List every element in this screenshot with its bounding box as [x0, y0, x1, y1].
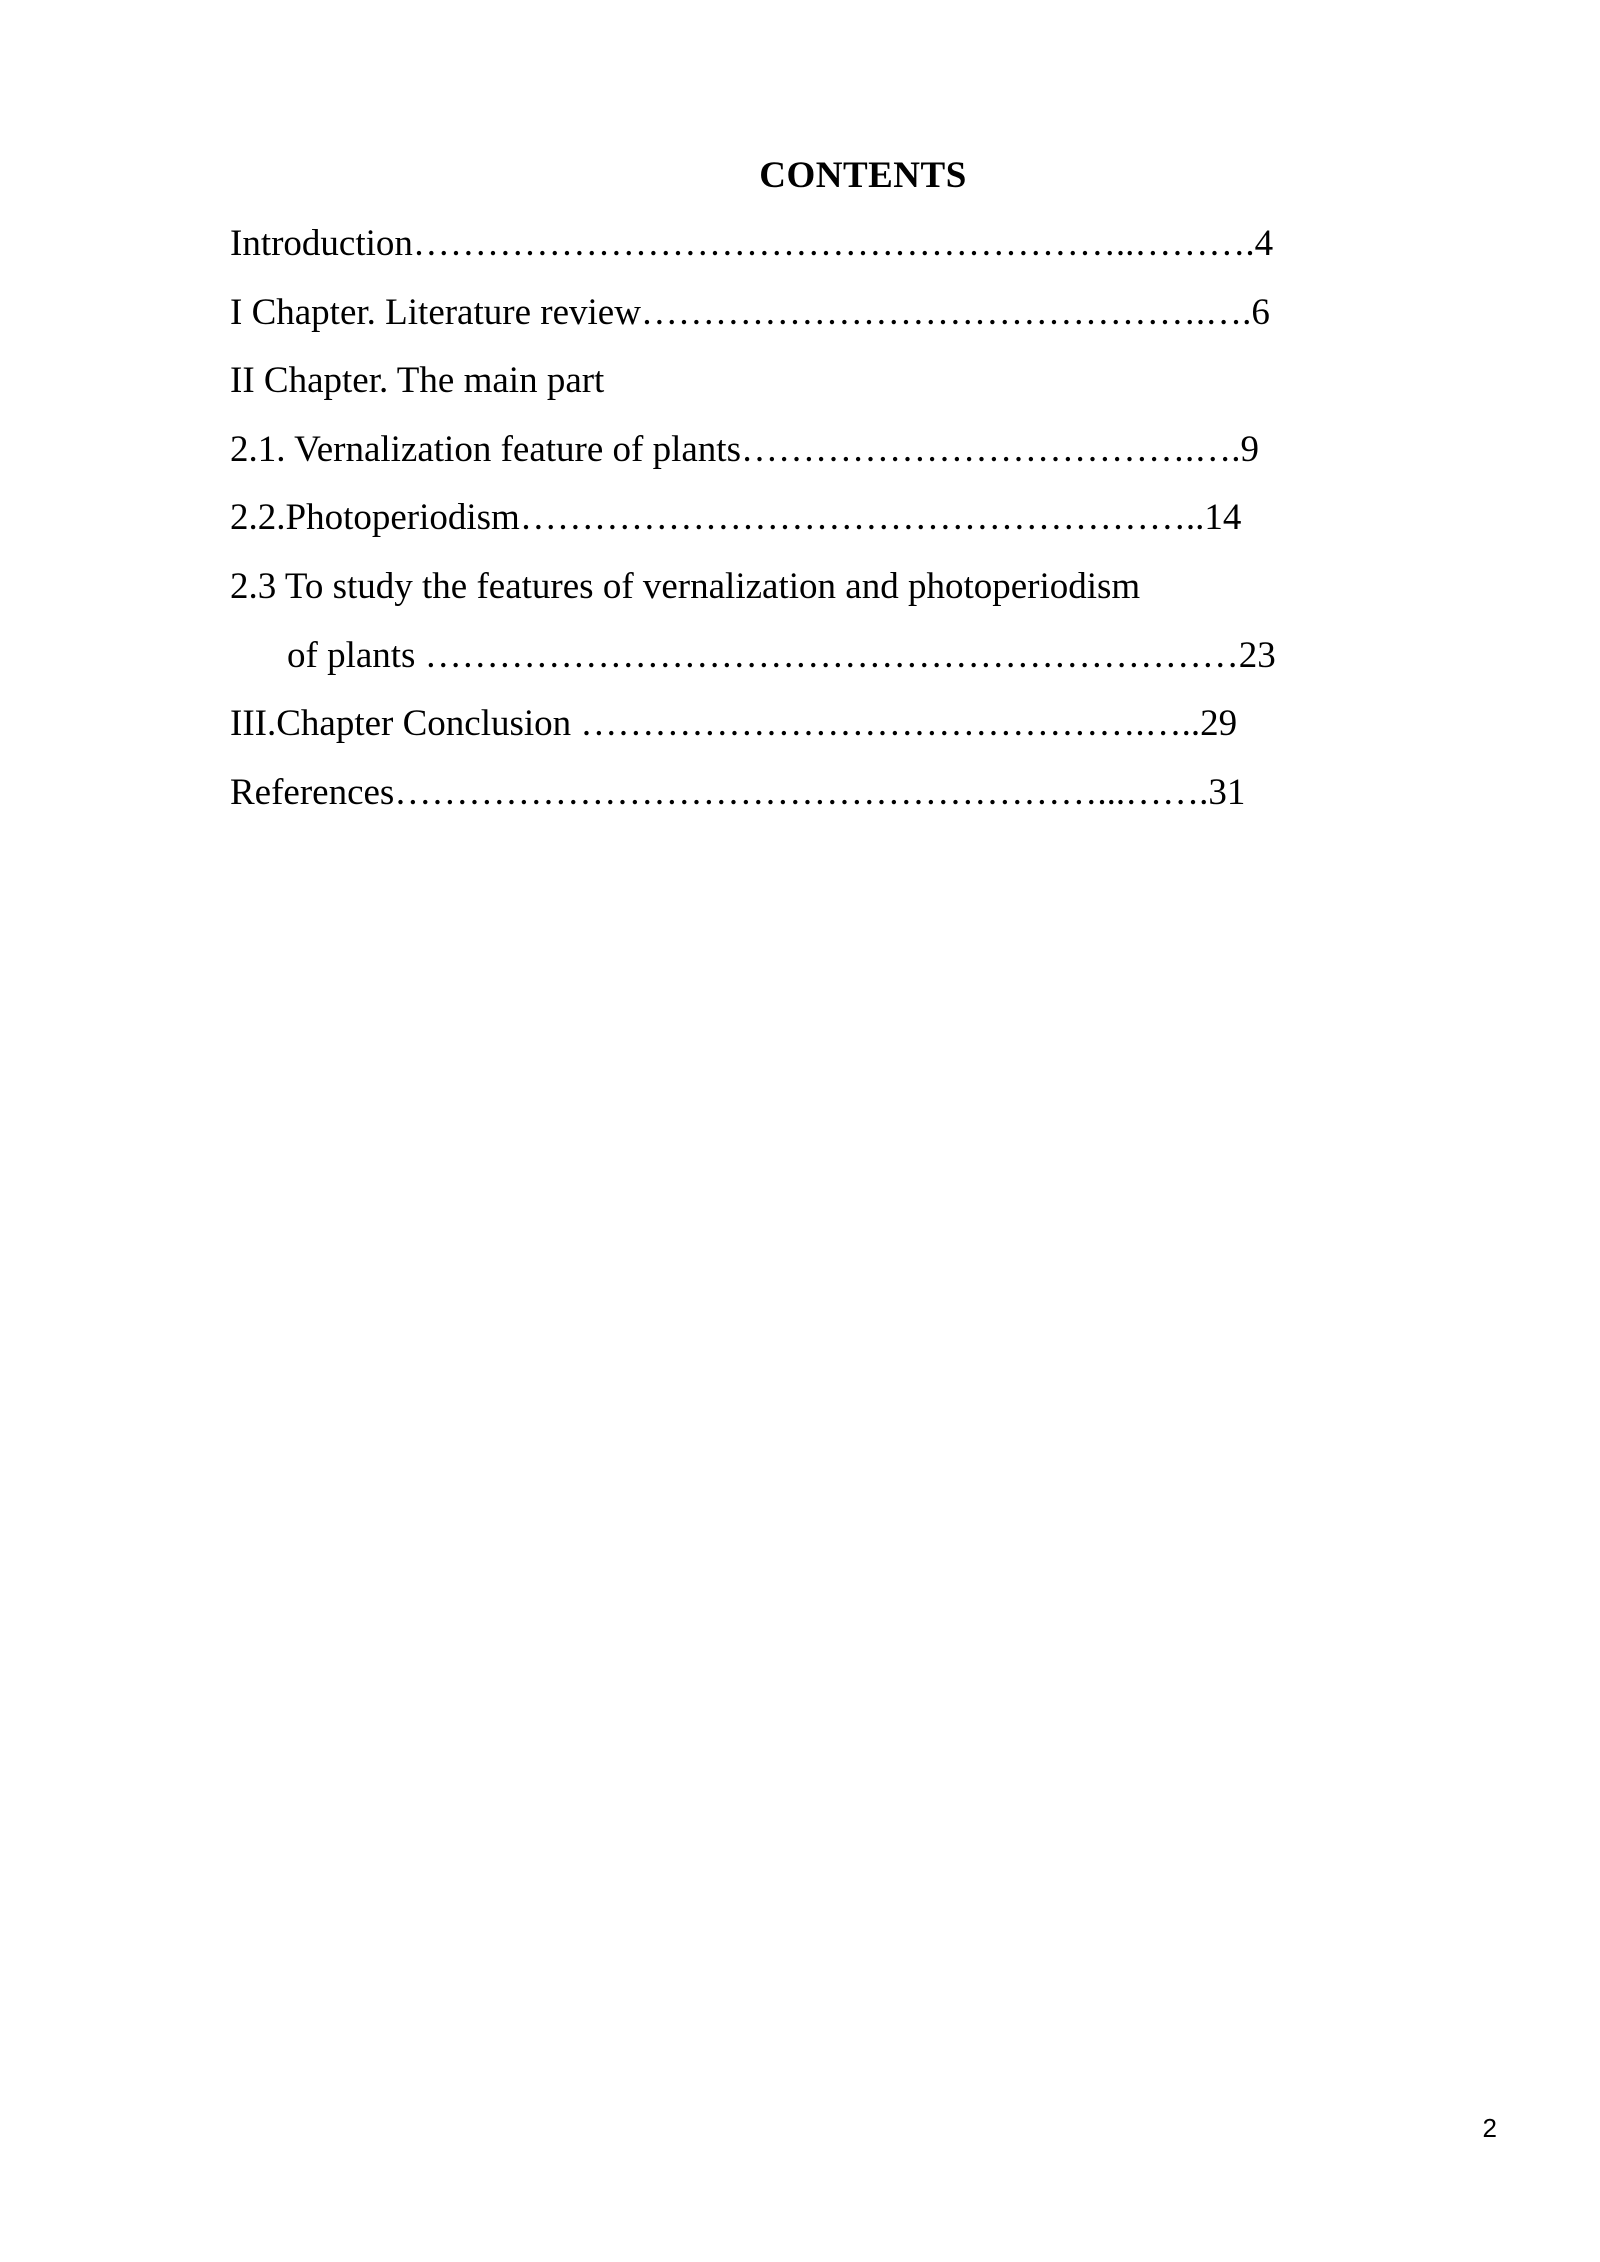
toc-entry-vernalization: 2.1. Vernalization feature of plants……………………………….….9 — [230, 428, 1259, 470]
toc-entry-study-features: 2.3 To study the features of vernalization and photoperiodism — [230, 565, 1141, 607]
toc-entry-conclusion: III.Chapter Conclusion ……………………………………….…..29 — [230, 703, 1238, 745]
page-number: 2 — [1482, 2113, 1497, 2143]
toc-entry-literature-review: I Chapter. Literature review……………………………………….….6 — [230, 291, 1270, 333]
table-of-contents — [230, 218, 1300, 835]
toc-entry-references: References…………………………………………………...…….31 — [230, 771, 1246, 813]
toc-heading: CONTENTS — [759, 155, 967, 196]
toc-entry-introduction: Introduction…………………………………………………..……….4 — [230, 223, 1274, 264]
toc-entry-main-part: II Chapter. The main part — [230, 360, 605, 402]
toc-entry-study-features-continued: of plants …………………………………………………………23 — [287, 634, 1276, 676]
toc-entry-photoperiodism: 2.2.Photoperiodism………………………………………………..14 — [230, 497, 1242, 539]
